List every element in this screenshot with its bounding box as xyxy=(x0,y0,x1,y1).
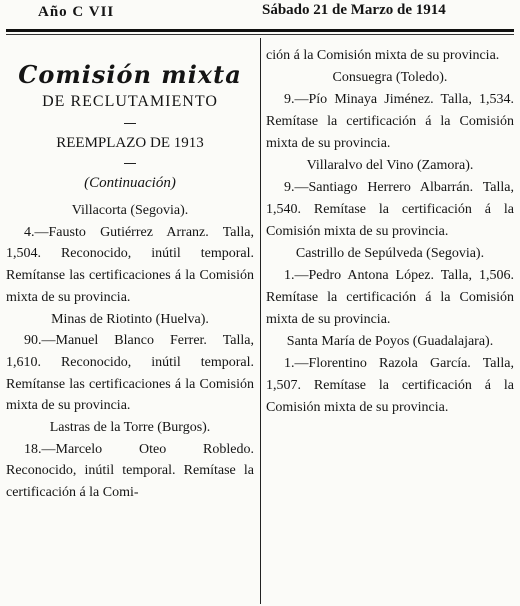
entry-text: 1.—Pedro Antona López. Talla, 1,506. Remítase la certificación á la Comisión mixta de su provincia. xyxy=(266,268,514,327)
page-header xyxy=(0,0,520,34)
issue-year: Año C VII xyxy=(38,4,115,20)
column-divider xyxy=(260,38,261,604)
title-separator xyxy=(124,123,136,124)
entry-place: Castrillo de Sepúlveda (Segovia). xyxy=(295,246,485,261)
section-heading: REEMPLAZO DE 1913 xyxy=(56,135,204,151)
entry-text: 1.—Florentino Razola García. Talla, 1,507. Remítase la certificación á la Comisión mixta de su provincia. xyxy=(266,356,514,415)
article-subtitle: DE RECLUTAMIENTO xyxy=(42,93,218,110)
entry-place: Lastras de la Torre (Burgos). xyxy=(49,420,211,436)
header-rule-thick xyxy=(6,29,514,32)
entry-text: 4.—Fausto Gutiérrez Arranz. Talla, 1,504. Reconocido, inútil temporal. Remítanse las certificaciones á la Comisión mixta de su provincia. xyxy=(6,224,254,305)
left-column xyxy=(6,40,254,504)
entry-text: 18.—Marcelo Oteo Robledo. Reconocido, inútil temporal. Remítase la certificación á la Comi- xyxy=(6,441,254,501)
entry-place: Villacorta (Segovia). xyxy=(71,203,189,218)
continued-text: ción á la Comisión mixta de su provincia. xyxy=(266,48,500,63)
issue-date: Sábado 21 de Marzo de 1914 xyxy=(262,2,446,18)
section-separator xyxy=(124,163,136,164)
continuation-note: (Continuación) xyxy=(84,175,176,191)
entry-place: Consuegra (Toledo). xyxy=(332,70,448,85)
header-rule-thin xyxy=(6,34,514,35)
entry-text: 9.—Pío Minaya Jiménez. Talla, 1,534. Remítase la certificación á la Comisión mixta de su provincia. xyxy=(266,92,514,151)
entry-place: Santa María de Poyos (Guadalajara). xyxy=(286,334,494,349)
article-title: Comisión mixta xyxy=(18,60,242,89)
right-column xyxy=(266,45,514,419)
entry-text: 9.—Santiago Herrero Albarrán. Talla, 1,540. Remítase la certificación á la Comisión mixta de su provincia. xyxy=(266,180,514,239)
entry-place: Villaralvo del Vino (Zamora). xyxy=(306,158,474,173)
entry-text: 90.—Manuel Blanco Ferrer. Talla, 1,610. Reconocido, inútil temporal. Remítanse las certificaciones á la Comisión mixta de su provincia. xyxy=(6,333,254,414)
entry-place: Minas de Riotinto (Huelva). xyxy=(51,311,209,327)
